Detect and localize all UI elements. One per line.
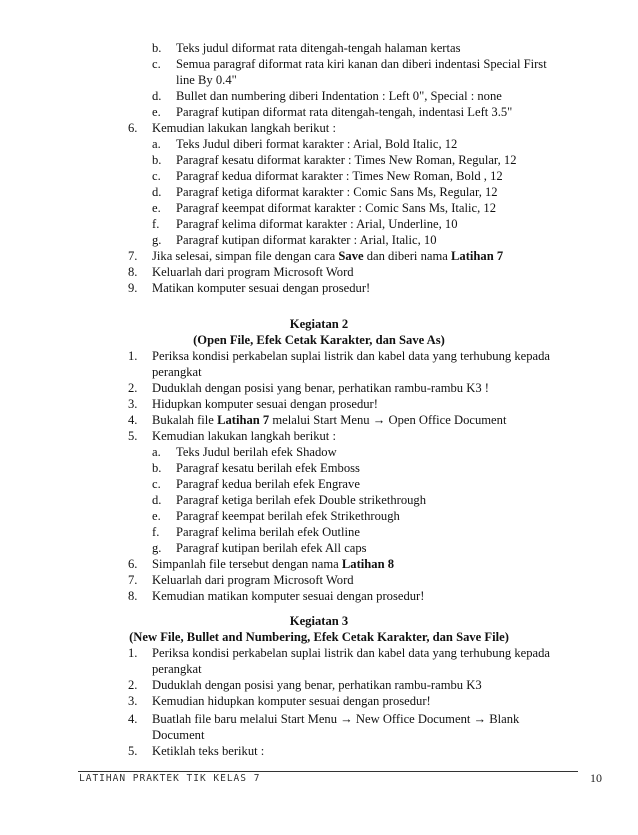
list-item-text: Periksa kondisi perkabelan suplai listrik dan kabel data yang terhubung kepada bbox=[152, 646, 550, 660]
list-item-text: Paragraf kelima diformat karakter : Arial, Underline, 10 bbox=[176, 217, 458, 231]
list-marker: 6. bbox=[128, 557, 138, 571]
page-number: 10 bbox=[590, 771, 602, 785]
list-marker: 7. bbox=[128, 249, 138, 263]
kegiatan-3-subtitle: (New File, Bullet and Numbering, Efek Cetak Karakter, dan Save File) bbox=[129, 630, 509, 644]
list-marker: 4. bbox=[128, 413, 138, 427]
list-marker: 1. bbox=[128, 646, 138, 660]
list-item-text: Bukalah file Latihan 7 melalui Start Menu → Open Office Document bbox=[152, 413, 507, 427]
list-marker: b. bbox=[152, 153, 162, 167]
list-item-text: Paragraf keempat diformat karakter : Comic Sans Ms, Italic, 12 bbox=[176, 201, 496, 215]
list-marker: 5. bbox=[128, 744, 138, 758]
list-item-text: Paragraf kedua berilah efek Engrave bbox=[176, 477, 360, 491]
list-marker: d. bbox=[152, 185, 162, 199]
list-item-text: Ketiklah teks berikut : bbox=[152, 744, 265, 758]
list-item-text: Keluarlah dari program Microsoft Word bbox=[152, 573, 354, 587]
bold-keyword: Latihan 7 bbox=[451, 249, 504, 263]
list-item-text: Paragraf kelima berilah efek Outline bbox=[176, 525, 360, 539]
list-marker: b. bbox=[152, 41, 162, 55]
kegiatan-2-title: Kegiatan 2 bbox=[289, 317, 349, 331]
list-item-text: Paragraf ketiga berilah efek Double strikethrough bbox=[176, 493, 427, 507]
list-item-text: Paragraf ketiga diformat karakter : Comic Sans Ms, Regular, 12 bbox=[176, 185, 498, 199]
list-marker: c. bbox=[152, 477, 161, 491]
list-item-text: Teks Judul diberi format karakter : Arial, Bold Italic, 12 bbox=[176, 137, 458, 151]
list-marker: c. bbox=[152, 57, 161, 71]
bold-keyword: Latihan 7 bbox=[217, 413, 270, 427]
list-item-text: Jika selesai, simpan file dengan cara Save dan diberi nama Latihan 7 bbox=[152, 249, 504, 263]
list-item-text: perangkat bbox=[152, 365, 202, 379]
list-item-text: line By 0.4" bbox=[176, 73, 237, 87]
list-marker: 6. bbox=[128, 121, 138, 135]
list-marker: a. bbox=[152, 445, 161, 459]
list-item-text: Paragraf kesatu diformat karakter : Times New Roman, Regular, 12 bbox=[176, 153, 517, 167]
kegiatan-2-subtitle: (Open File, Efek Cetak Karakter, dan Save As) bbox=[193, 333, 445, 347]
list-marker: c. bbox=[152, 169, 161, 183]
list-item-text: Kemudian matikan komputer sesuai dengan prosedur! bbox=[152, 589, 425, 603]
bold-keyword: Latihan 8 bbox=[341, 557, 395, 571]
list-marker: 2. bbox=[128, 678, 138, 692]
kegiatan-3-title: Kegiatan 3 bbox=[289, 614, 349, 628]
list-item-text: Simpanlah file tersebut dengan nama Latihan 8 bbox=[152, 557, 395, 571]
list-marker: a. bbox=[152, 137, 161, 151]
list-marker: 1. bbox=[128, 349, 138, 363]
list-item-text: Semua paragraf diformat rata kiri kanan dan diberi indentasi Special First bbox=[176, 57, 547, 71]
bold-keyword: Save bbox=[338, 249, 364, 263]
list-item-text: Duduklah dengan posisi yang benar, perhatikan rambu-rambu K3 ! bbox=[152, 381, 489, 395]
list-marker: 8. bbox=[128, 265, 138, 279]
list-marker: 3. bbox=[128, 694, 138, 708]
list-item-text: Periksa kondisi perkabelan suplai listrik dan kabel data yang terhubung kepada bbox=[152, 349, 550, 363]
list-item-text: Teks Judul berilah efek Shadow bbox=[176, 445, 337, 459]
list-item-text: Duduklah dengan posisi yang benar, perhatikan rambu-rambu K3 bbox=[152, 678, 482, 692]
list-marker: e. bbox=[152, 201, 161, 215]
list-item-text: Paragraf kutipan diformat rata ditengah-tengah, indentasi Left 3.5" bbox=[176, 105, 513, 119]
list-item-text: Paragraf keempat berilah efek Strikethrough bbox=[176, 509, 400, 523]
list-marker: g. bbox=[152, 233, 162, 247]
footer-divider bbox=[78, 771, 578, 772]
list-item-text: Document bbox=[152, 728, 205, 742]
list-item-text: Kemudian hidupkan komputer sesuai dengan prosedur! bbox=[152, 694, 431, 708]
list-item-text: perangkat bbox=[152, 662, 202, 676]
list-item-text: Teks judul diformat rata ditengah-tengah halaman kertas bbox=[176, 41, 461, 55]
list-marker: 8. bbox=[128, 589, 138, 603]
list-item-text: Keluarlah dari program Microsoft Word bbox=[152, 265, 354, 279]
list-marker: f. bbox=[152, 525, 160, 539]
list-marker: 7. bbox=[128, 573, 138, 587]
list-item-text: Kemudian lakukan langkah berikut : bbox=[152, 429, 336, 443]
list-marker: e. bbox=[152, 105, 161, 119]
list-item-text: Matikan komputer sesuai dengan prosedur! bbox=[152, 281, 371, 295]
list-marker: 2. bbox=[128, 381, 138, 395]
list-marker: 5. bbox=[128, 429, 138, 443]
list-marker: d. bbox=[152, 493, 162, 507]
list-item-text: Paragraf kedua diformat karakter : Times New Roman, Bold , 12 bbox=[176, 169, 503, 183]
list-marker: e. bbox=[152, 509, 161, 523]
list-marker: g. bbox=[152, 541, 162, 555]
list-item-text: Kemudian lakukan langkah berikut : bbox=[152, 121, 336, 135]
list-marker: 9. bbox=[128, 281, 138, 295]
list-marker: b. bbox=[152, 461, 162, 475]
list-marker: f. bbox=[152, 217, 160, 231]
list-item-text: Paragraf kutipan diformat karakter : Arial, Italic, 10 bbox=[176, 233, 437, 247]
list-marker: d. bbox=[152, 89, 162, 103]
list-item-text: Hidupkan komputer sesuai dengan prosedur! bbox=[152, 397, 378, 411]
list-item-text: Buatlah file baru melalui Start Menu → New Office Document → Blank bbox=[152, 712, 520, 726]
footer-label: LATIHAN PRAKTEK TIK KELAS 7 bbox=[79, 773, 261, 784]
list-item-text: Paragraf kutipan berilah efek All caps bbox=[176, 541, 367, 555]
list-item-text: Paragraf kesatu berilah efek Emboss bbox=[176, 461, 360, 475]
list-item-text: Bullet dan numbering diberi Indentation : Left 0", Special : none bbox=[176, 89, 502, 103]
list-marker: 4. bbox=[128, 712, 138, 726]
list-marker: 3. bbox=[128, 397, 138, 411]
